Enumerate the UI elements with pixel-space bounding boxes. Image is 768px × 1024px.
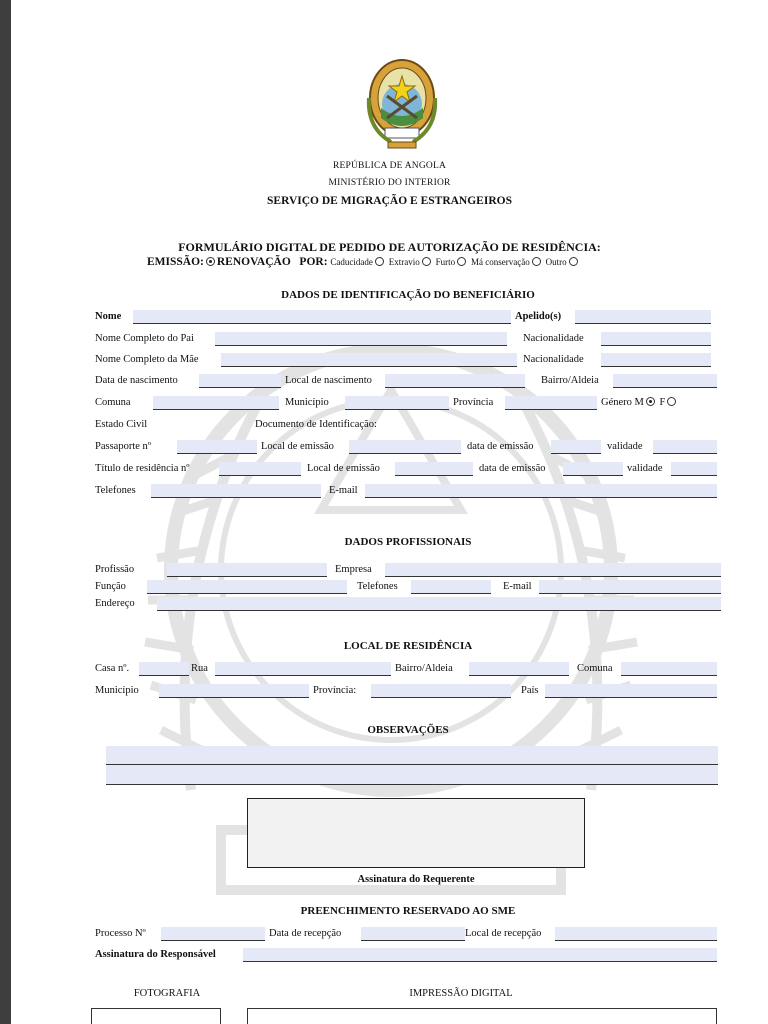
reason-caducidade-label: Caducidade bbox=[330, 257, 373, 267]
titulo-data-emissao-field[interactable] bbox=[563, 462, 623, 476]
reason-furto-radio[interactable] bbox=[457, 257, 466, 266]
passaporte-label: Passaporte nº bbox=[95, 441, 152, 452]
passaporte-local-emissao-field[interactable] bbox=[349, 440, 461, 454]
residencia-municipio-label: Município bbox=[95, 685, 139, 696]
reason-ma-conservacao-label: Má conservação bbox=[471, 257, 530, 267]
residencia-bairro-label: Bairro/Aldeia bbox=[395, 663, 453, 674]
row-titulo bbox=[95, 462, 721, 478]
prof-telefones-label: Telefones bbox=[357, 581, 398, 592]
genero-label bbox=[601, 396, 678, 410]
data-recepcao-label: Data de recepção bbox=[269, 928, 342, 939]
prof-email-field[interactable] bbox=[539, 580, 721, 594]
funcao-label: Função bbox=[95, 581, 126, 592]
passaporte-data-emissao-field[interactable] bbox=[551, 440, 601, 454]
empresa-label: Empresa bbox=[335, 564, 372, 575]
nacionalidade-pai-label: Nacionalidade bbox=[523, 333, 584, 344]
row-assinatura-responsavel bbox=[95, 948, 721, 964]
reason-furto-label: Furto bbox=[435, 257, 456, 267]
ministry-heading: MINISTÉRIO DO INTERIOR bbox=[328, 178, 451, 188]
nacionalidade-pai-field[interactable] bbox=[601, 332, 711, 346]
row-estado-civil bbox=[95, 418, 721, 434]
row-funcao bbox=[95, 580, 721, 596]
apelidos-field[interactable] bbox=[575, 310, 711, 324]
profissionais-section-title: DADOS PROFISSIONAIS bbox=[344, 536, 472, 548]
nacionalidade-mae-label: Nacionalidade bbox=[523, 354, 584, 365]
fotografia-label: FOTOGRAFIA bbox=[133, 988, 201, 999]
email-label: E-mail bbox=[329, 485, 358, 496]
genero-f-label: F bbox=[659, 397, 666, 408]
local-recepcao-field[interactable] bbox=[555, 927, 717, 941]
reason-extravio-radio[interactable] bbox=[422, 257, 431, 266]
reason-outro-label: Outro bbox=[545, 257, 567, 267]
genero-m-radio[interactable] bbox=[646, 397, 655, 406]
row-mae bbox=[95, 353, 721, 369]
reason-caducidade-radio[interactable] bbox=[375, 257, 384, 266]
nacionalidade-mae-field[interactable] bbox=[601, 353, 711, 367]
genero-f-radio[interactable] bbox=[667, 397, 676, 406]
titulo-validade-label: validade bbox=[627, 463, 663, 474]
impressao-digital-label: IMPRESSÃO DIGITAL bbox=[409, 988, 513, 999]
residencia-comuna-label: Comuna bbox=[577, 663, 613, 674]
rua-label: Rua bbox=[191, 663, 208, 674]
local-nascimento-label: Local de nascimento bbox=[285, 375, 372, 386]
documento-label: Documento de Identificação: bbox=[255, 419, 377, 430]
local-recepcao-label: Local de recepção bbox=[465, 928, 542, 939]
telefones-label: Telefones bbox=[95, 485, 136, 496]
data-nascimento-label: Data de nascimento bbox=[95, 375, 178, 386]
casa-field[interactable] bbox=[139, 662, 189, 676]
row-profissao bbox=[95, 563, 721, 579]
assinatura-responsavel-field[interactable] bbox=[243, 948, 717, 962]
municipio-label: Município bbox=[285, 397, 329, 408]
local-nascimento-field[interactable] bbox=[385, 374, 525, 388]
titulo-local-emissao-field[interactable] bbox=[395, 462, 473, 476]
coat-of-arms-icon bbox=[361, 48, 443, 156]
mae-label: Nome Completo da Mãe bbox=[95, 354, 199, 365]
reason-extravio-label: Extravio bbox=[388, 257, 420, 267]
row-nome bbox=[95, 310, 721, 326]
titulo-label: Título de residência nº bbox=[95, 463, 190, 474]
titulo-field[interactable] bbox=[219, 462, 301, 476]
data-nascimento-field[interactable] bbox=[199, 374, 281, 388]
email-field[interactable] bbox=[365, 484, 717, 498]
rua-field[interactable] bbox=[215, 662, 391, 676]
impressao-digital-box[interactable] bbox=[247, 1008, 717, 1024]
passaporte-data-emissao-label: data de emissão bbox=[467, 441, 534, 452]
row-residencia-municipio bbox=[95, 684, 721, 700]
observacoes-field[interactable] bbox=[106, 746, 718, 784]
row-telefones bbox=[95, 484, 721, 500]
residencia-section-title: LOCAL DE RESIDÊNCIA bbox=[343, 640, 473, 652]
fotografia-box[interactable] bbox=[91, 1008, 221, 1024]
viewer-left-edge bbox=[0, 0, 11, 1024]
form-title: FORMULÁRIO DIGITAL DE PEDIDO DE AUTORIZAÇÃO DE RESIDÊNCIA: bbox=[178, 240, 601, 254]
bairro-field[interactable] bbox=[613, 374, 717, 388]
data-recepcao-field[interactable] bbox=[361, 927, 465, 941]
estado-civil-label: Estado Civil bbox=[95, 419, 148, 430]
request-type-row bbox=[147, 256, 580, 268]
titulo-data-emissao-label: data de emissão bbox=[479, 463, 546, 474]
renovacao-label: RENOVAÇÃO bbox=[216, 256, 291, 268]
form-page bbox=[11, 0, 768, 1024]
republic-heading: REPÚBLICA DE ANGOLA bbox=[332, 161, 447, 171]
residencia-comuna-field[interactable] bbox=[621, 662, 717, 676]
row-nascimento bbox=[95, 374, 721, 390]
pais-field[interactable] bbox=[545, 684, 717, 698]
comuna-label: Comuna bbox=[95, 397, 131, 408]
row-comuna bbox=[95, 396, 721, 412]
telefones-field[interactable] bbox=[151, 484, 321, 498]
observacoes-line-1 bbox=[106, 764, 718, 765]
endereco-label: Endereço bbox=[95, 598, 135, 609]
titulo-validade-field[interactable] bbox=[671, 462, 717, 476]
por-label: POR: bbox=[299, 256, 328, 268]
profissao-field[interactable] bbox=[167, 563, 327, 577]
observacoes-line-2 bbox=[106, 784, 718, 785]
row-processo bbox=[95, 927, 721, 943]
nome-label: Nome bbox=[95, 311, 122, 322]
processo-field[interactable] bbox=[161, 927, 265, 941]
residencia-bairro-field[interactable] bbox=[469, 662, 569, 676]
signature-box[interactable] bbox=[247, 798, 585, 868]
observacoes-section-title: OBSERVAÇÕES bbox=[367, 724, 449, 736]
pai-field[interactable] bbox=[215, 332, 507, 346]
prof-telefones-field[interactable] bbox=[411, 580, 491, 594]
residencia-provincia-label: Província: bbox=[313, 685, 357, 696]
identificacao-section-title: DADOS DE IDENTIFICAÇÃO DO BENEFICIÁRIO bbox=[281, 289, 535, 301]
provincia-label: Província bbox=[453, 397, 494, 408]
assinatura-responsavel-label: Assinatura do Responsável bbox=[95, 949, 216, 960]
mae-field[interactable] bbox=[221, 353, 517, 367]
apelidos-label: Apelido(s) bbox=[515, 311, 562, 322]
row-casa bbox=[95, 662, 721, 678]
emissao-label: EMISSÃO: bbox=[147, 256, 204, 268]
provincia-field[interactable] bbox=[505, 396, 597, 410]
municipio-field[interactable] bbox=[345, 396, 449, 410]
genero-m-label: M bbox=[634, 397, 644, 408]
service-heading: SERVIÇO DE MIGRAÇÃO E ESTRANGEIROS bbox=[267, 195, 512, 207]
nome-field[interactable] bbox=[133, 310, 511, 324]
pai-label: Nome Completo do Pai bbox=[95, 333, 194, 344]
pais-label: País bbox=[521, 685, 539, 696]
casa-label: Casa nº. bbox=[95, 663, 130, 674]
prof-email-label: E-mail bbox=[503, 581, 532, 592]
row-passaporte bbox=[95, 440, 721, 456]
processo-label: Processo Nº bbox=[95, 928, 146, 939]
titulo-local-emissao-label: Local de emissão bbox=[307, 463, 380, 474]
passaporte-local-emissao-label: Local de emissão bbox=[261, 441, 334, 452]
reservado-section-title: PREENCHIMENTO RESERVADO AO SME bbox=[300, 905, 516, 917]
passaporte-validade-label: validade bbox=[607, 441, 643, 452]
renovacao-radio[interactable] bbox=[206, 257, 215, 266]
reason-outro-radio[interactable] bbox=[569, 257, 578, 266]
residencia-municipio-field[interactable] bbox=[159, 684, 309, 698]
endereco-field[interactable] bbox=[157, 597, 721, 611]
funcao-field[interactable] bbox=[147, 580, 347, 594]
bairro-label: Bairro/Aldeia bbox=[541, 375, 599, 386]
profissao-label: Profissão bbox=[95, 564, 135, 575]
reason-ma-conservacao-radio[interactable] bbox=[532, 257, 541, 266]
passaporte-field[interactable] bbox=[177, 440, 257, 454]
row-endereco bbox=[95, 597, 721, 613]
comuna-field[interactable] bbox=[153, 396, 279, 410]
row-pai bbox=[95, 332, 721, 348]
genero-text: Género bbox=[601, 397, 632, 408]
assinatura-requerente-label: Assinatura do Requerente bbox=[357, 874, 475, 885]
passaporte-validade-field[interactable] bbox=[653, 440, 717, 454]
residencia-provincia-field[interactable] bbox=[371, 684, 511, 698]
empresa-field[interactable] bbox=[385, 563, 721, 577]
